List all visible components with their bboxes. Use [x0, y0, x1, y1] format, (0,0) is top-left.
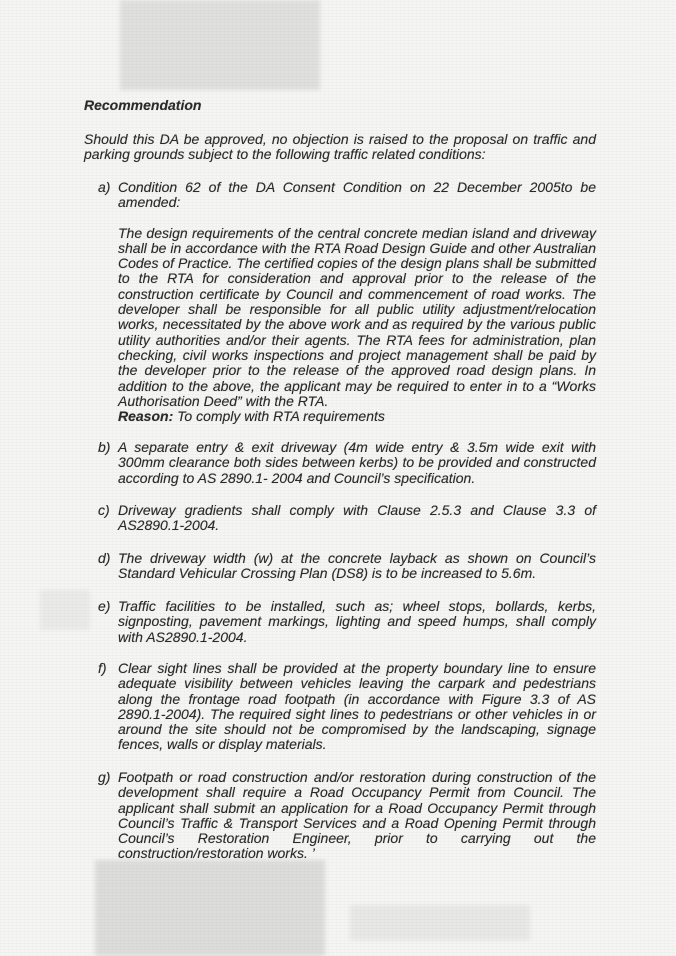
item-text: Condition 62 of the DA Consent Condition on 22 December 2005to be amended:: [118, 179, 596, 211]
item-marker: e): [98, 598, 111, 614]
condition-item-g: [98, 770, 596, 862]
item-marker: d): [98, 550, 111, 566]
item-text: Driveway gradients shall comply with Clause 2.5.3 and Clause 3.3 of AS2890.1-2004.: [118, 502, 596, 534]
item-text: Traffic facilities to be installed, such as; wheel stops, bollards, kerbs, signposting, pavement markings, lighting and speed humps, shall comply with AS2890.1-2004.: [118, 598, 596, 645]
item-text: A separate entry & exit driveway (4m wide entry & 3.5m wide exit with 300mm clearance both sides between kerbs) to be provided and constructed according to AS 2890.1- 2004 and Council’s specification.: [118, 439, 596, 486]
reason-label: Reason:: [118, 408, 174, 425]
scan-artifact: [95, 860, 325, 956]
condition-item-a: [98, 180, 596, 424]
scan-artifact: [120, 0, 320, 90]
condition-item-f: [98, 661, 596, 753]
scan-artifact: [350, 905, 530, 940]
item-marker: a): [98, 179, 111, 195]
item-marker: g): [98, 769, 111, 785]
intro-paragraph: Should this DA be approved, no objection is raised to the proposal on traffic and parking grounds subject to the following traffic related conditions:: [84, 131, 596, 163]
condition-item-c: [98, 503, 596, 534]
item-marker: c): [98, 502, 110, 518]
item-text: Footpath or road construction and/or restoration during construction of the development shall require a Road Occupancy Permit from Council. The applicant shall submit an application for a Road Occupancy Permit through Council’s Traffic & Transport Services and a Road Opening Permit through Council’s Restoration Engineer, prior to carrying out the construction/restoration works. ’: [118, 769, 596, 862]
section-heading: Recommendation: [84, 97, 202, 113]
item-text: Clear sight lines shall be provided at the property boundary line to ensure adequate visibility between vehicles leaving the carpark and pedestrians along the frontage road footpath (in accordance with Figure 3.3 of AS 2890.1-2004). The required sight lines to pedestrians or other vehicles in or around the site should not be compromised by the landscaping, signage fences, walls or display materials.: [118, 660, 596, 753]
item-marker: f): [98, 660, 107, 676]
reason-line: [118, 409, 596, 424]
condition-item-d: [98, 551, 596, 582]
item-marker: b): [98, 439, 111, 455]
item-text: The driveway width (w) at the concrete layback as shown on Council’s Standard Vehicular Crossing Plan (DS8) is to be increased to 5.6m.: [118, 550, 596, 582]
condition-item-e: [98, 599, 596, 645]
condition-item-b: [98, 440, 596, 486]
item-detail: The design requirements of the central concrete median island and driveway shall be in accordance with the RTA Road Design Guide and other Australian Codes of Practice. The certified copies of the design plans shall be submitted to the RTA for consideration and approval prior to the release of the construction certificate by Council and commencement of road works. The developer shall be responsible for all public utility adjustment/relocation works, necessitated by the above work and as required by the various public utility authorities and/or their agents. The RTA fees for administration, plan checking, civil works inspections and project management shall be paid by the developer prior to the release of the approved road design plans. In addition to the above, the applicant may be required to enter in to a “Works Authorisation Deed” with the RTA.: [118, 224, 596, 409]
scan-artifact: [40, 590, 90, 630]
reason-text: To comply with RTA requirements: [173, 408, 385, 425]
